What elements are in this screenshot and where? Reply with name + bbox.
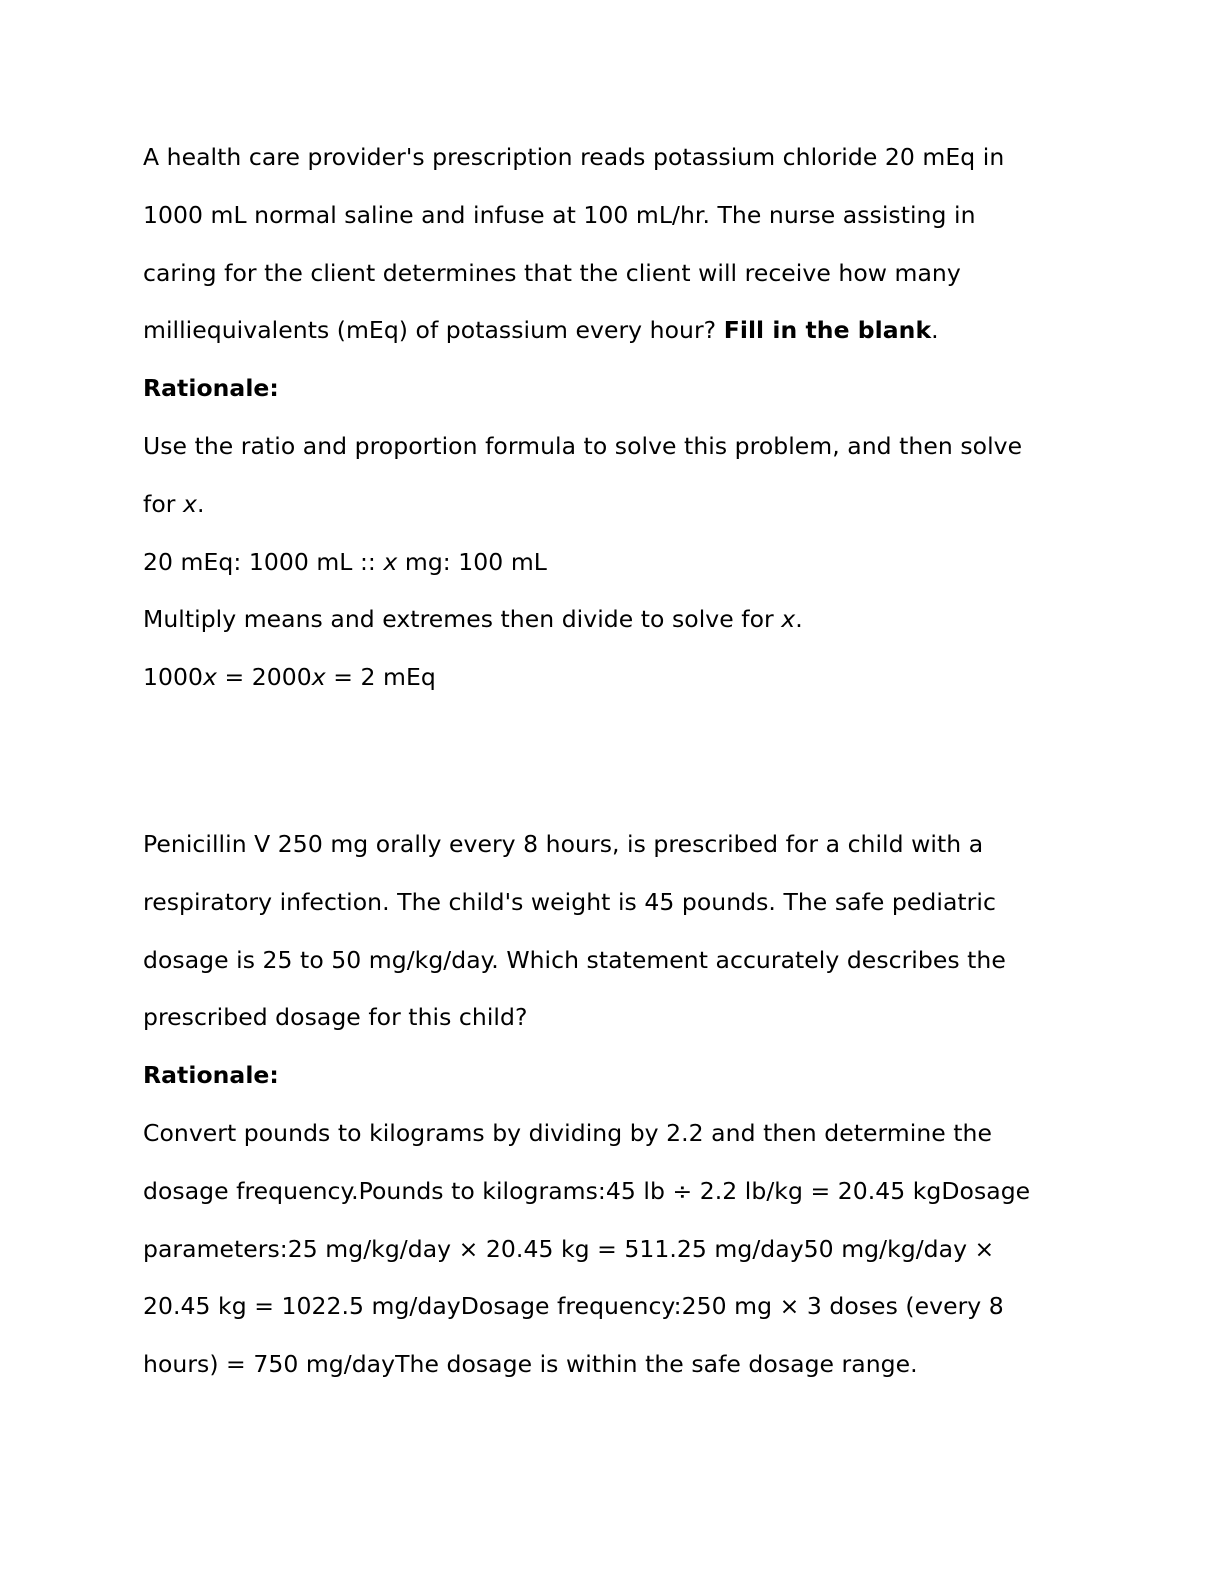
section-spacer [143,707,1083,816]
variable-x: x [311,663,326,692]
formula-text: mg: 100 mL [397,547,547,576]
question-1-prompt-line: 1000 mL normal saline and infuse at 100 mL/hr. The nurse assisting in [143,200,976,229]
rationale-line: Convert pounds to kilograms by dividing by 2.2 and then determine the [143,1118,993,1147]
formula-text: 20 mEq: 1000 mL :: [143,547,384,576]
question-2 [143,816,1083,1394]
question-2-prompt-line: dosage is 25 to 50 mg/kg/day. Which statement accurately describes the [143,945,1006,974]
instruction-text: Multiply means and extremes then divide to solve for [143,605,782,634]
fill-in-blank-label: Fill in the blank [723,316,932,345]
prompt-end: . [931,316,939,345]
question-1-prompt-line: caring for the client determines that the client will receive how many [143,258,961,287]
instruction-line [143,591,1083,649]
ratio-formula [143,534,1083,592]
prompt-text: milliequivalents (mEq) of potassium every hour? [143,316,724,345]
question-1 [143,129,1083,707]
question-1-prompt-line: A health care provider's prescription reads potassium chloride 20 mEq in [143,143,1005,171]
rationale-line: parameters:25 mg/kg/day × 20.45 kg = 511.25 mg/day50 mg/kg/day × [143,1234,995,1263]
rationale-line: Use the ratio and proportion formula to solve this problem, and then solve [143,431,1023,460]
question-2-prompt-line: Penicillin V 250 mg orally every 8 hours, is prescribed for a child with a [143,829,984,858]
question-1-prompt-line [143,302,1083,360]
rationale-line: hours) = 750 mg/dayThe dosage is within the safe dosage range. [143,1350,918,1379]
result-text: 1000 [143,663,204,692]
rationale-line: 20.45 kg = 1022.5 mg/dayDosage frequency:250 mg × 3 doses (every 8 [143,1292,1004,1321]
question-2-prompt-line: respiratory infection. The child's weight is 45 pounds. The safe pediatric [143,887,996,916]
result-line [143,649,1083,707]
variable-x: x [203,663,217,692]
question-2-prompt-line: prescribed dosage for this child? [143,1003,528,1032]
instruction-end: . [795,605,803,634]
rationale-heading: Rationale: [143,1061,279,1090]
variable-x: x [781,605,796,634]
variable-x: x [383,547,398,576]
document-page [143,129,1083,1394]
result-text: = 2000 [216,663,312,692]
result-text: = 2 mEq [325,663,436,692]
rationale-line [143,476,1083,534]
rationale-line: dosage frequency.Pounds to kilograms:45 lb ÷ 2.2 lb/kg = 20.45 kgDosage [143,1176,1031,1205]
rationale-end: . [196,489,205,518]
variable-x: x [182,489,197,518]
rationale-text: for [143,489,183,518]
rationale-heading: Rationale: [143,374,279,403]
